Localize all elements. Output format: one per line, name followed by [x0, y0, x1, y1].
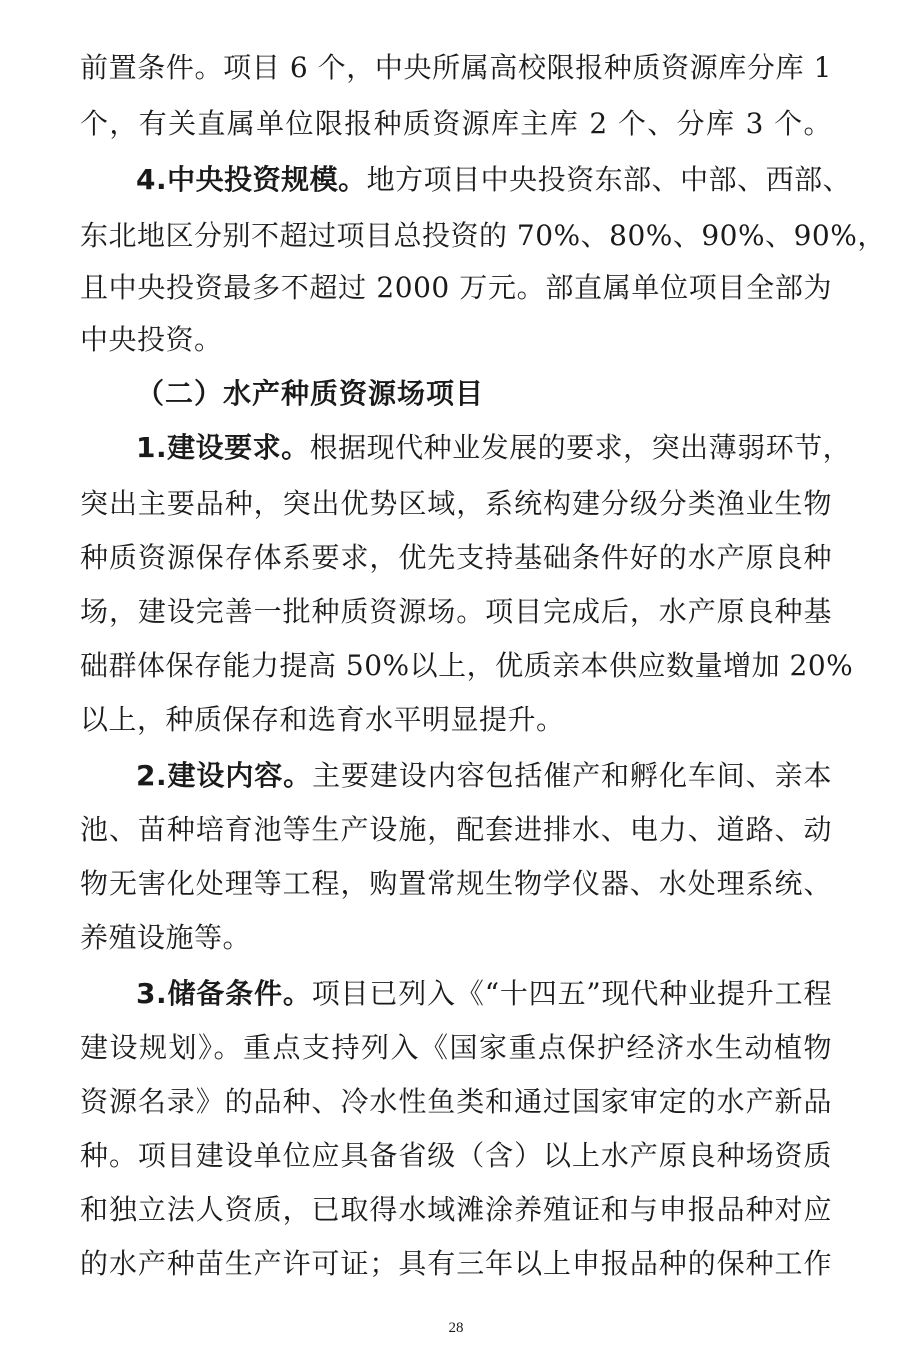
text-line — [80, 104, 832, 144]
line-text: 且中央投资最多不超过 2000 万元。部直属单位项目全部为 — [80, 271, 832, 304]
text-line — [80, 592, 832, 632]
text-line — [80, 918, 832, 958]
line-text: 资源名录》的品种、冷水性鱼类和通过国家审定的水产新品 — [80, 1085, 832, 1118]
line-text: 个，有关直属单位限报种质资源库主库 2 个、分库 3 个。 — [80, 107, 832, 140]
line-text: 和独立法人资质，已取得水域滩涂养殖证和与申报品种对应 — [80, 1193, 832, 1226]
text-line — [80, 646, 854, 686]
line-text: 以上，种质保存和选育水平明显提升。 — [80, 703, 565, 736]
line-text: 池、苗种培育池等生产设施，配套进排水、电力、道路、动 — [80, 813, 832, 846]
line-text: 根据现代种业发展的要求，突出薄弱环节， — [309, 431, 852, 464]
section-title: （二）水产种质资源场项目 — [136, 377, 485, 410]
line-text: 东北地区分别不超过项目总投资的 70%、80%、90%、90%， — [80, 219, 886, 252]
line-text: 种质资源保存体系要求，优先支持基础条件好的水产原良种 — [80, 541, 832, 574]
line-text: 前置条件。项目 6 个，中央所属高校限报种质资源库分库 1 — [80, 51, 832, 84]
line-text: 物无害化处理等工程，购置常规生物学仪器、水处理系统、 — [80, 867, 832, 900]
item-heading: 1.建设要求。 — [136, 431, 310, 464]
line-text: 养殖设施等。 — [80, 921, 252, 954]
section-item-line — [136, 428, 852, 468]
text-line — [80, 538, 832, 578]
text-line — [80, 1028, 832, 1068]
line-text: 项目已列入《“十四五”现代种业提升工程 — [311, 977, 832, 1010]
item-heading: 3.储备条件。 — [136, 977, 312, 1010]
page-number: 28 — [448, 1320, 464, 1336]
section-item-line — [136, 756, 832, 796]
item-heading: 4.中央投资规模。 — [136, 163, 367, 196]
text-line — [80, 1136, 832, 1176]
line-text: 场，建设完善一批种质资源场。项目完成后，水产原良种基 — [80, 595, 832, 628]
line-text: 突出主要品种，突出优势区域，系统构建分级分类渔业生物 — [80, 487, 832, 520]
text-line — [80, 320, 832, 360]
text-line — [80, 1190, 832, 1230]
text-line — [80, 1244, 832, 1284]
section-heading — [136, 374, 832, 414]
text-line — [80, 48, 832, 88]
section-item-line — [136, 974, 832, 1014]
line-text: 础群体保存能力提高 50%以上，优质亲本供应数量增加 20% — [80, 649, 854, 682]
line-text: 建设规划》。重点支持列入《国家重点保护经济水生动植物 — [80, 1031, 832, 1064]
line-text: 中央投资。 — [80, 323, 223, 356]
line-text: 地方项目中央投资东部、中部、西部、 — [366, 163, 852, 196]
section-item-line — [136, 160, 852, 200]
text-line — [80, 700, 832, 740]
text-line — [80, 1082, 832, 1122]
text-line — [80, 864, 832, 904]
text-line — [80, 268, 832, 308]
line-text: 种。项目建设单位应具备省级（含）以上水产原良种场资质 — [80, 1139, 832, 1172]
text-line — [80, 484, 832, 524]
line-text: 主要建设内容包括催产和孵化车间、亲本 — [312, 759, 832, 792]
text-line — [80, 216, 886, 256]
item-heading: 2.建设内容。 — [136, 759, 313, 792]
line-text: 的水产种苗生产许可证；具有三年以上申报品种的保种工作 — [80, 1247, 832, 1280]
text-line — [80, 810, 832, 850]
